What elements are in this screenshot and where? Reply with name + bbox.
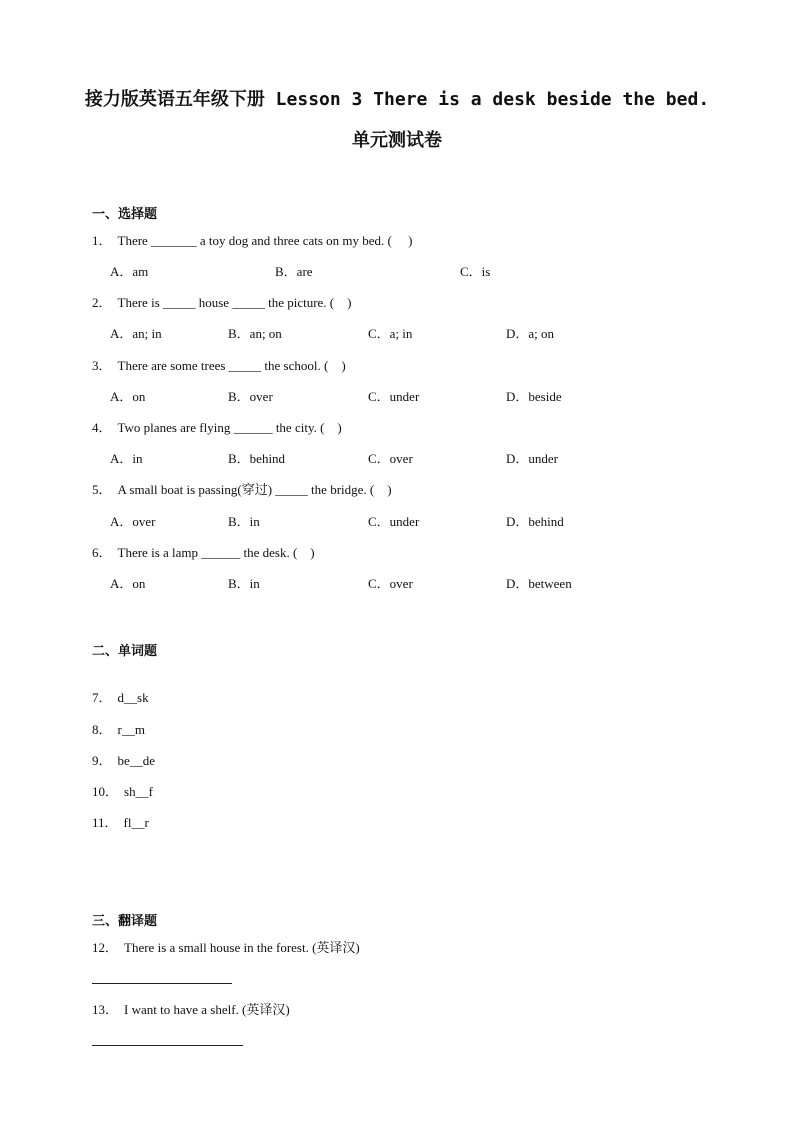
option-6a[interactable]: A．on bbox=[110, 576, 146, 591]
question-text: There is a small house in the forest. (英译汉) bbox=[124, 940, 360, 955]
option-4b[interactable]: B．behind bbox=[228, 451, 286, 466]
question-1 bbox=[92, 230, 412, 249]
question-text: There are some trees _____ the school. ( ) bbox=[117, 358, 346, 373]
option-6c[interactable]: C．over bbox=[368, 576, 413, 591]
option-1b[interactable]: B．are bbox=[275, 264, 313, 279]
question-text: r__m bbox=[117, 722, 145, 737]
question-number: 4． bbox=[92, 420, 112, 435]
section-heading-translation: 三、翻译题 bbox=[92, 914, 158, 929]
translation-question-13 bbox=[92, 999, 290, 1018]
option-3a[interactable]: A．on bbox=[110, 389, 146, 404]
question-number: 6． bbox=[92, 545, 112, 560]
option-2d[interactable]: D．a; on bbox=[506, 326, 555, 341]
question-number: 11． bbox=[92, 815, 118, 830]
option-6b[interactable]: B．in bbox=[228, 576, 260, 591]
option-5b[interactable]: B．in bbox=[228, 514, 260, 529]
word-question-9 bbox=[92, 750, 155, 769]
question-number: 3． bbox=[92, 358, 112, 373]
answer-line-12[interactable] bbox=[92, 983, 232, 984]
question-number: 1． bbox=[92, 233, 112, 248]
word-question-7 bbox=[92, 687, 149, 706]
question-number: 8． bbox=[92, 722, 112, 737]
question-text: There is _____ house _____ the picture. ( ) bbox=[117, 295, 352, 310]
section-heading-words: 二、单词题 bbox=[92, 644, 158, 659]
question-6 bbox=[92, 542, 315, 561]
question-number: 9． bbox=[92, 753, 112, 768]
option-3c[interactable]: C．under bbox=[368, 389, 420, 404]
option-5a[interactable]: A．over bbox=[110, 514, 156, 529]
question-text: There is a lamp ______ the desk. ( ) bbox=[117, 545, 315, 560]
question-3 bbox=[92, 355, 346, 374]
answer-line-13[interactable] bbox=[92, 1045, 243, 1046]
option-4d[interactable]: D．under bbox=[506, 451, 558, 466]
option-1a[interactable]: A．am bbox=[110, 264, 149, 279]
question-text: sh__f bbox=[124, 784, 153, 799]
option-4c[interactable]: C．over bbox=[368, 451, 413, 466]
exam-title: 接力版英语五年级下册 Lesson 3 There is a desk beside the bed. bbox=[84, 89, 710, 110]
question-number: 10． bbox=[92, 784, 119, 799]
option-1c[interactable]: C．is bbox=[460, 264, 491, 279]
option-6d[interactable]: D．between bbox=[506, 576, 572, 591]
section-heading-choice: 一、选择题 bbox=[92, 207, 158, 222]
question-number: 13． bbox=[92, 1002, 119, 1017]
option-4a[interactable]: A．in bbox=[110, 451, 143, 466]
option-2c[interactable]: C．a; in bbox=[368, 326, 413, 341]
question-text: fl__r bbox=[123, 815, 149, 830]
question-5 bbox=[92, 479, 392, 498]
question-4 bbox=[92, 417, 342, 436]
translation-question-12 bbox=[92, 937, 360, 956]
option-3d[interactable]: D．beside bbox=[506, 389, 562, 404]
option-2a[interactable]: A．an; in bbox=[110, 326, 162, 341]
question-number: 12． bbox=[92, 940, 119, 955]
option-2b[interactable]: B．an; on bbox=[228, 326, 282, 341]
option-5c[interactable]: C．under bbox=[368, 514, 420, 529]
question-2 bbox=[92, 292, 351, 311]
question-text: There _______ a toy dog and three cats on my bed. ( ) bbox=[117, 233, 413, 248]
question-number: 7． bbox=[92, 690, 112, 705]
exam-subtitle: 单元测试卷 bbox=[352, 130, 442, 151]
question-text: I want to have a shelf. (英译汉) bbox=[124, 1002, 290, 1017]
question-number: 2． bbox=[92, 295, 112, 310]
word-question-10 bbox=[92, 781, 153, 800]
question-text: be__de bbox=[117, 753, 156, 768]
question-text: A small boat is passing(穿过) _____ the bridge. ( ) bbox=[117, 482, 392, 497]
question-text: d__sk bbox=[117, 690, 149, 705]
option-3b[interactable]: B．over bbox=[228, 389, 273, 404]
word-question-8 bbox=[92, 719, 145, 738]
question-text: Two planes are flying ______ the city. ( ) bbox=[117, 420, 342, 435]
option-5d[interactable]: D．behind bbox=[506, 514, 564, 529]
word-question-11 bbox=[92, 812, 149, 831]
question-number: 5． bbox=[92, 482, 112, 497]
